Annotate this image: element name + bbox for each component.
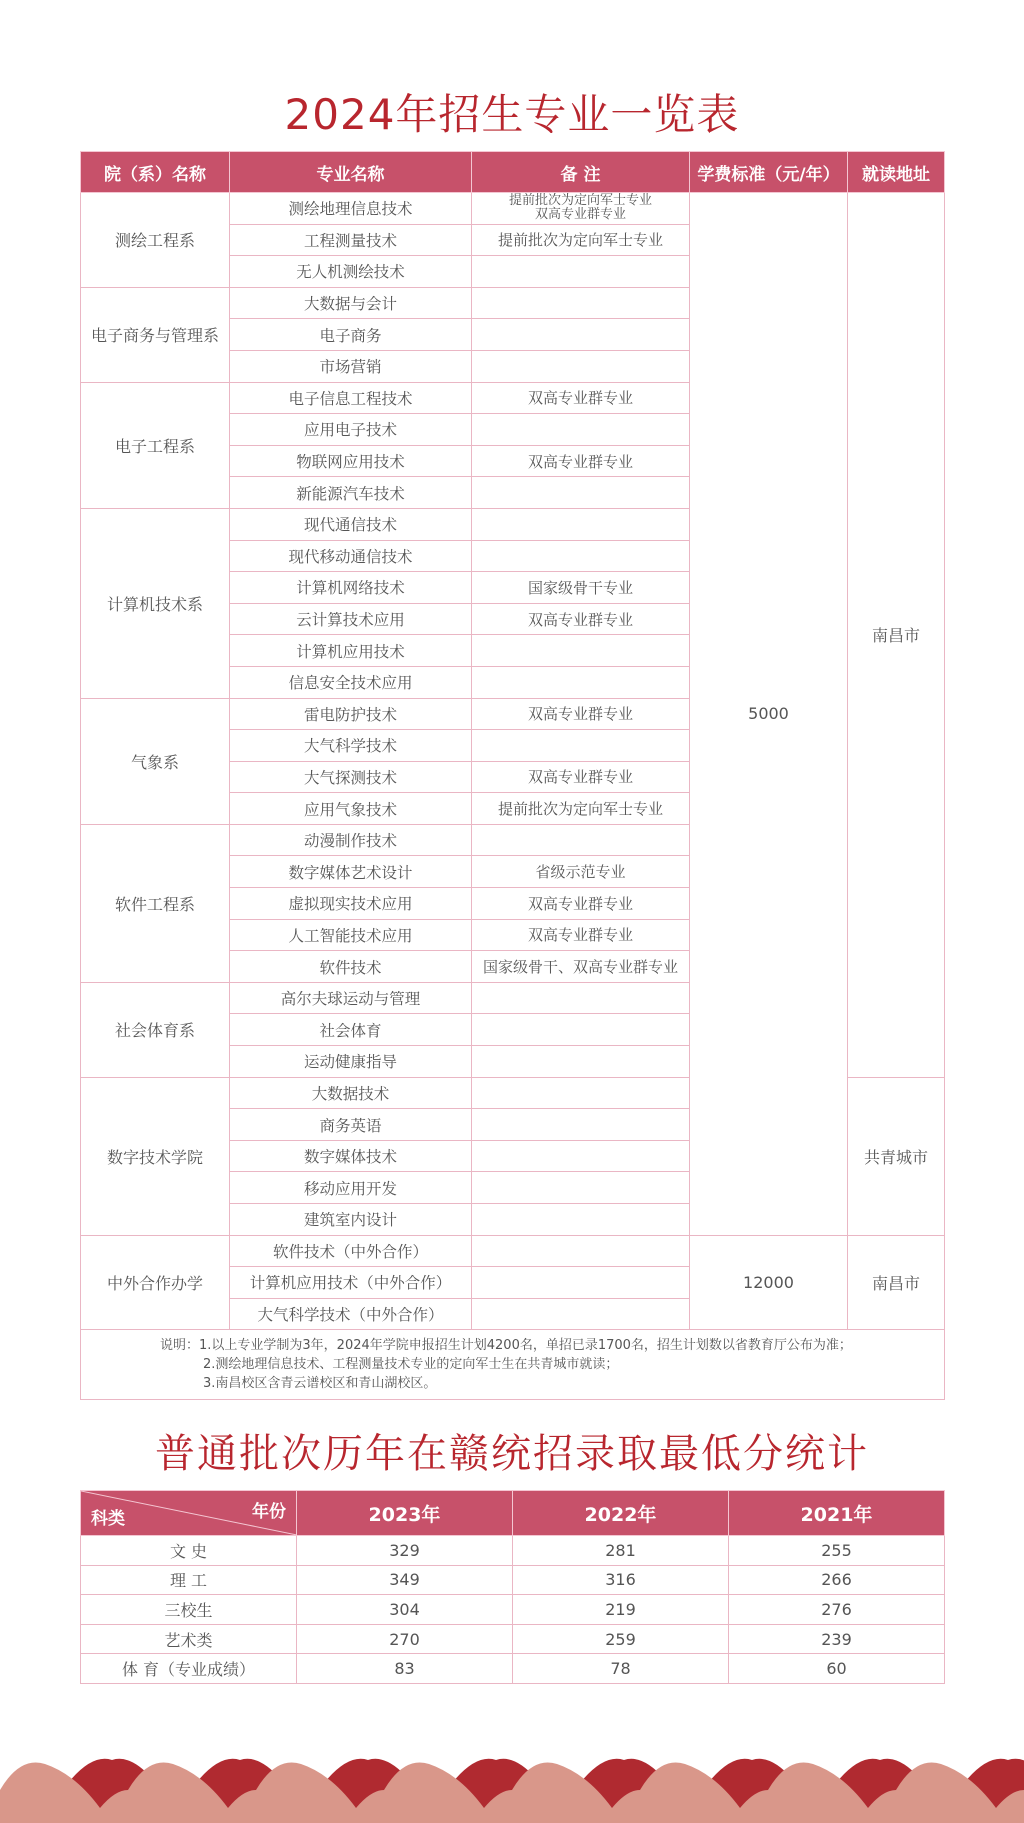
major-note: 国家级骨干专业: [472, 572, 690, 604]
major-name: 数字媒体艺术设计: [230, 856, 472, 888]
table-row: [81, 1235, 945, 1267]
min-score: 259: [513, 1624, 729, 1654]
header-year: 2022年: [513, 1491, 729, 1536]
major-note: [472, 666, 690, 698]
major-note: [472, 193, 690, 225]
major-name: 高尔夫球运动与管理: [230, 982, 472, 1014]
major-note: [472, 1298, 690, 1330]
header-campus-address: 就读地址: [848, 152, 945, 193]
min-score-table: [80, 1490, 945, 1684]
remark-line: 3.南昌校区含青云谱校区和青山湖校区。: [203, 1376, 437, 1392]
major-note: [472, 635, 690, 667]
major-note: 双高专业群专业: [472, 445, 690, 477]
remarks-row: [81, 1330, 945, 1400]
campus-address: 共青城市: [848, 1077, 945, 1235]
major-note: 双高专业群专业: [472, 698, 690, 730]
major-note: 双高专业群专业: [472, 919, 690, 951]
table-row: [81, 193, 945, 225]
min-score: 276: [729, 1595, 945, 1625]
major-name: 无人机测绘技术: [230, 256, 472, 288]
wave-decoration: [0, 1750, 1024, 1823]
major-name: 市场营销: [230, 350, 472, 382]
major-name: 大气科学技术: [230, 730, 472, 762]
page-title: 2024年招生专业一览表: [284, 90, 740, 139]
major-name: 计算机应用技术（中外合作）: [230, 1267, 472, 1299]
major-name: 软件技术: [230, 951, 472, 983]
department-name: 气象系: [81, 698, 230, 824]
major-name: 大气探测技术: [230, 761, 472, 793]
min-score: 281: [513, 1536, 729, 1566]
major-name: 应用电子技术: [230, 414, 472, 446]
major-note: [472, 414, 690, 446]
min-score: 78: [513, 1654, 729, 1684]
score-category: 艺术类: [81, 1624, 297, 1654]
major-name: 计算机网络技术: [230, 572, 472, 604]
header-year: 2023年: [297, 1491, 513, 1536]
major-name: 大数据技术: [230, 1077, 472, 1109]
major-note: [472, 256, 690, 288]
major-name: 应用气象技术: [230, 793, 472, 825]
min-score: 304: [297, 1595, 513, 1625]
min-score: 239: [729, 1624, 945, 1654]
major-note: 双高专业群专业: [472, 888, 690, 920]
major-note: [472, 287, 690, 319]
min-score: 316: [513, 1565, 729, 1595]
corner-year-label: 年份: [252, 1502, 286, 1522]
major-name: 电子信息工程技术: [230, 382, 472, 414]
table-row: [81, 1536, 945, 1566]
major-note: [472, 319, 690, 351]
major-name: 建筑室内设计: [230, 1204, 472, 1236]
major-name: 现代移动通信技术: [230, 540, 472, 572]
major-note: 双高专业群专业: [472, 761, 690, 793]
department-name: 中外合作办学: [81, 1235, 230, 1330]
department-name: 计算机技术系: [81, 508, 230, 698]
major-name: 商务英语: [230, 1109, 472, 1141]
table-row: [81, 1565, 945, 1595]
header-tuition: 学费标准（元/年）: [690, 152, 848, 193]
score-category: 体 育（专业成绩）: [81, 1654, 297, 1684]
major-name: 移动应用开发: [230, 1172, 472, 1204]
major-table-header-row: [81, 152, 945, 193]
major-name: 现代通信技术: [230, 508, 472, 540]
score-category: 理 工: [81, 1565, 297, 1595]
score-table-body: [81, 1536, 945, 1684]
remark-line: 说明：1.以上专业学制为3年，2024年学院申报招生计划4200名，单招已录1700名，招生计划数以省教育厅公布为准；: [160, 1338, 852, 1354]
major-note: 双高专业群专业: [472, 382, 690, 414]
remarks-cell: [81, 1330, 945, 1400]
major-name: 工程测量技术: [230, 224, 472, 256]
major-name: 电子商务: [230, 319, 472, 351]
major-note: [472, 477, 690, 509]
major-name: 大数据与会计: [230, 287, 472, 319]
department-name: 数字技术学院: [81, 1077, 230, 1235]
major-name: 社会体育: [230, 1014, 472, 1046]
score-category: 文 史: [81, 1536, 297, 1566]
major-note: [472, 982, 690, 1014]
tuition-fee: 5000: [690, 193, 848, 1236]
major-name: 数字媒体技术: [230, 1140, 472, 1172]
major-note: [472, 350, 690, 382]
major-note: [472, 508, 690, 540]
major-note: 提前批次为定向军士专业: [472, 224, 690, 256]
score-category: 三校生: [81, 1595, 297, 1625]
major-name: 物联网应用技术: [230, 445, 472, 477]
header-year: 2021年: [729, 1491, 945, 1536]
header-note: 备 注: [472, 152, 690, 193]
major-note-line: 提前批次为定向军士专业: [508, 193, 652, 209]
major-note: [472, 730, 690, 762]
major-note: 国家级骨干、双高专业群专业: [472, 951, 690, 983]
major-note: [472, 1046, 690, 1078]
major-note: [472, 1235, 690, 1267]
min-score: 60: [729, 1654, 945, 1684]
score-table-header-row: [81, 1491, 945, 1536]
major-name: 虚拟现实技术应用: [230, 888, 472, 920]
major-list-table: [80, 151, 945, 1400]
major-note: [472, 1204, 690, 1236]
table-row: [81, 1654, 945, 1684]
major-note-line: 双高专业群专业: [534, 207, 626, 223]
corner-category-label: 科类: [91, 1509, 125, 1529]
major-note: [472, 1014, 690, 1046]
min-score: 255: [729, 1536, 945, 1566]
major-note: [472, 1140, 690, 1172]
remarks-block: [81, 1336, 944, 1393]
major-table-body: [81, 193, 945, 1400]
campus-address: 南昌市: [848, 1235, 945, 1330]
major-name: 计算机应用技术: [230, 635, 472, 667]
department-name: 电子商务与管理系: [81, 287, 230, 382]
major-note: [472, 1267, 690, 1299]
major-name: 云计算技术应用: [230, 603, 472, 635]
department-name: 软件工程系: [81, 824, 230, 982]
department-name: 测绘工程系: [81, 193, 230, 288]
major-note: [472, 1109, 690, 1141]
score-section-title: 普通批次历年在赣统招录取最低分统计: [155, 1431, 869, 1477]
major-name: 人工智能技术应用: [230, 919, 472, 951]
header-department: 院（系）名称: [81, 152, 230, 193]
major-note: [472, 540, 690, 572]
department-name: 电子工程系: [81, 382, 230, 508]
major-note: 省级示范专业: [472, 856, 690, 888]
diagonal-corner-header: [81, 1491, 297, 1536]
major-note: 提前批次为定向军士专业: [472, 793, 690, 825]
min-score: 349: [297, 1565, 513, 1595]
major-name: 测绘地理信息技术: [230, 193, 472, 225]
min-score: 270: [297, 1624, 513, 1654]
major-name: 软件技术（中外合作）: [230, 1235, 472, 1267]
major-name: 新能源汽车技术: [230, 477, 472, 509]
min-score: 329: [297, 1536, 513, 1566]
department-name: 社会体育系: [81, 982, 230, 1077]
major-name: 信息安全技术应用: [230, 666, 472, 698]
campus-address: 南昌市: [848, 193, 945, 1078]
table-row: [81, 1624, 945, 1654]
min-score: 83: [297, 1654, 513, 1684]
min-score: 266: [729, 1565, 945, 1595]
remark-line: 2.测绘地理信息技术、工程测量技术专业的定向军士生在共青城市就读；: [203, 1357, 619, 1373]
header-major-name: 专业名称: [230, 152, 472, 193]
major-name: 运动健康指导: [230, 1046, 472, 1078]
major-name: 雷电防护技术: [230, 698, 472, 730]
min-score: 219: [513, 1595, 729, 1625]
major-note: [472, 824, 690, 856]
major-note: [472, 1077, 690, 1109]
major-name: 大气科学技术（中外合作）: [230, 1298, 472, 1330]
major-name: 动漫制作技术: [230, 824, 472, 856]
major-note: 双高专业群专业: [472, 603, 690, 635]
tuition-fee: 12000: [690, 1235, 848, 1330]
major-note: [472, 1172, 690, 1204]
table-row: [81, 1595, 945, 1625]
